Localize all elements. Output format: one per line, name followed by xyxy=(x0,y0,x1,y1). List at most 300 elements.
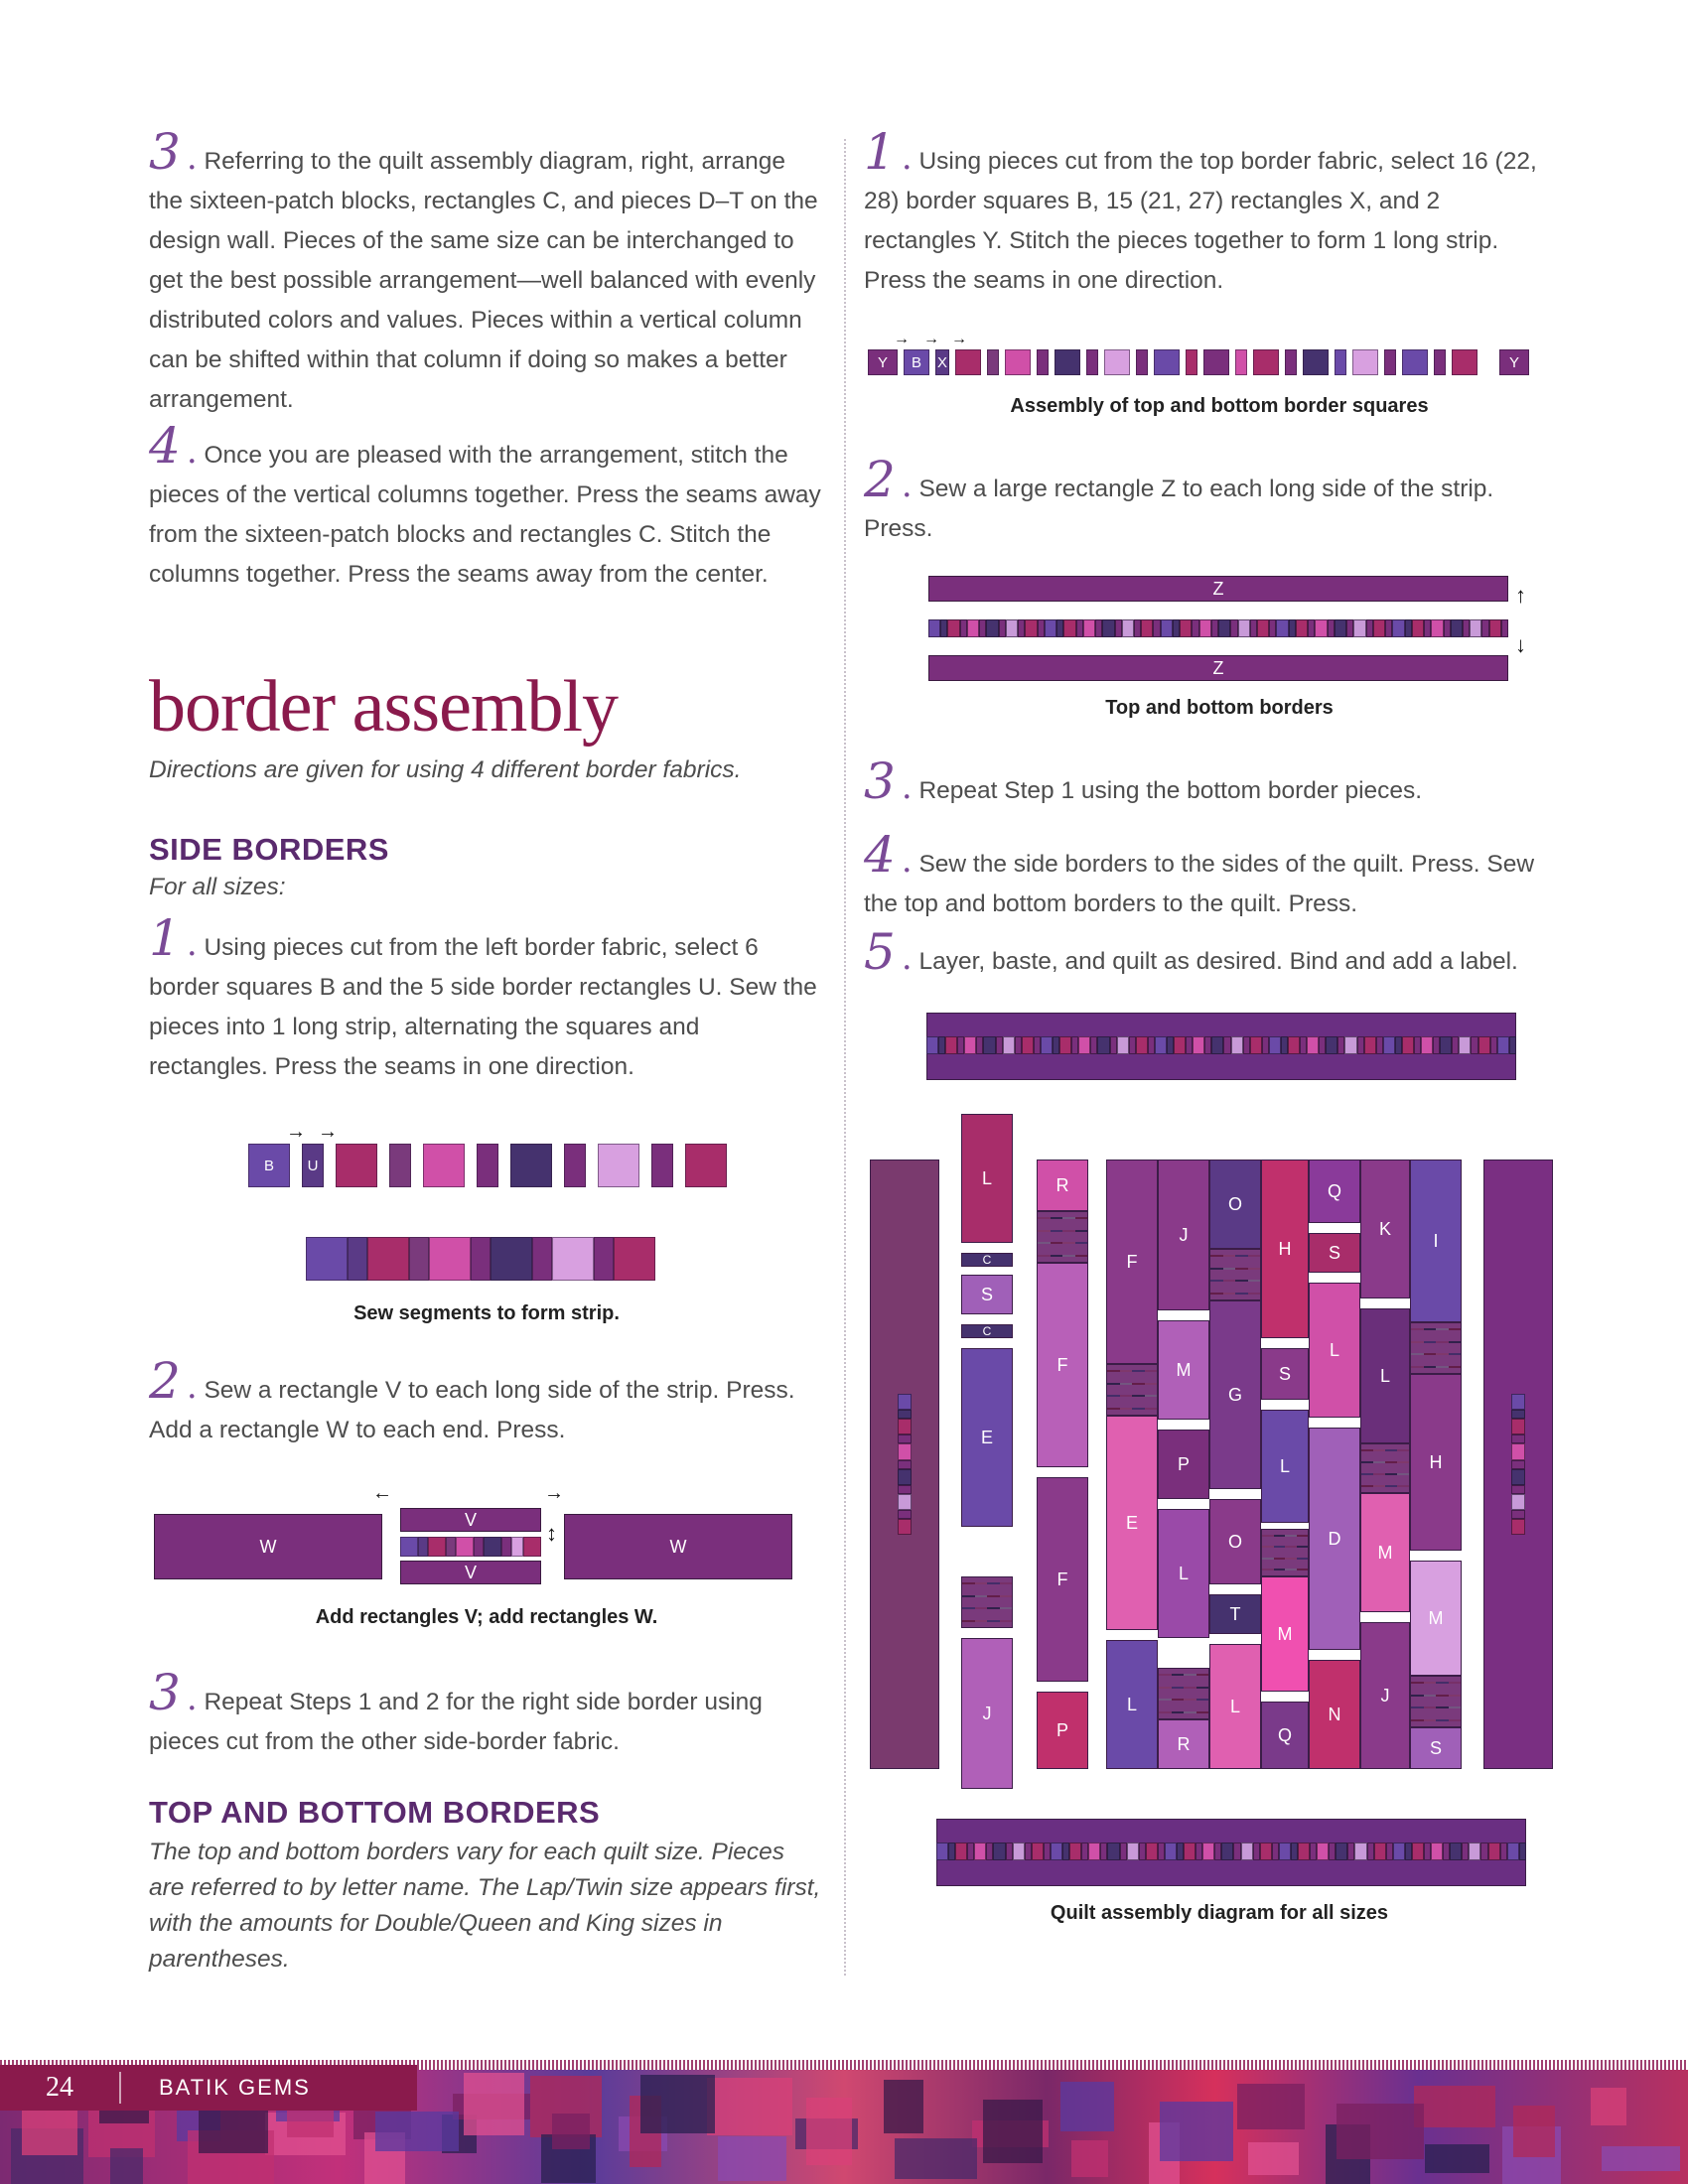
square-piece xyxy=(1005,349,1031,375)
square-piece xyxy=(1055,349,1080,375)
strip-segment xyxy=(1405,619,1412,637)
strip-segment xyxy=(986,1843,993,1860)
strip-segment xyxy=(1463,619,1470,637)
strip-segment xyxy=(1279,1843,1291,1860)
strip-segment xyxy=(1511,1469,1525,1485)
patch-square xyxy=(1436,1353,1449,1355)
piece-j: J xyxy=(1158,1160,1209,1310)
patch-square xyxy=(1051,1230,1063,1232)
patch-square xyxy=(1361,1449,1373,1451)
strip-segment xyxy=(1469,1843,1480,1860)
section-title: border assembly xyxy=(149,666,619,748)
pieced-strip xyxy=(400,1537,541,1557)
square-piece xyxy=(429,1237,471,1281)
rectangle-piece xyxy=(409,1237,429,1281)
rectangle-piece xyxy=(418,1537,428,1557)
patch-square xyxy=(1385,1485,1397,1487)
strip-segment xyxy=(898,1510,912,1519)
strip-segment xyxy=(1481,619,1488,637)
strip-segment xyxy=(1062,1843,1069,1860)
patch-square xyxy=(1449,1353,1462,1355)
pieced-strip xyxy=(928,619,1508,637)
patch-square xyxy=(1038,1255,1051,1257)
strip-segment xyxy=(1509,1036,1516,1054)
piece-f: F xyxy=(1037,1263,1088,1467)
strip-segment xyxy=(1199,619,1211,637)
piece-l: L xyxy=(1158,1509,1209,1638)
strip-segment xyxy=(1013,1843,1025,1860)
step-text: Sew a rectangle V to each long side of the strip. Press. Add a rectangle W to each end. Press. xyxy=(149,1377,795,1443)
patch-square xyxy=(1120,1395,1133,1397)
strip-segment xyxy=(1405,1843,1412,1860)
strip-segment xyxy=(955,1843,967,1860)
side-step-3-paragraph: 3 . Repeat Steps 1 and 2 for the right side border using pieces cut from the other side-border fabric. xyxy=(149,1664,763,1755)
patch-square xyxy=(1424,1695,1437,1697)
strip-segment xyxy=(1511,1460,1525,1469)
patch-square xyxy=(1411,1328,1424,1330)
strip-segment xyxy=(1174,1036,1186,1054)
piece-l: L xyxy=(1209,1644,1261,1769)
strip-segment xyxy=(1431,619,1443,637)
step-number: 1 xyxy=(864,123,896,181)
strip-segment xyxy=(1507,1843,1519,1860)
rectangle-piece xyxy=(477,1144,498,1187)
strip-segment xyxy=(1488,1843,1500,1860)
patch-square xyxy=(1274,1546,1286,1548)
patch-square xyxy=(1436,1341,1449,1343)
top-step-5-paragraph: 5 . Layer, baste, and quilt as desired. Bind and add a label. xyxy=(864,923,1518,981)
patch-square xyxy=(1062,1255,1075,1257)
batik-block xyxy=(1425,2144,1489,2173)
batik-block xyxy=(1160,2102,1233,2161)
arrow-right-icon: → xyxy=(951,331,967,347)
square-piece xyxy=(367,1237,409,1281)
strip-segment xyxy=(1490,1036,1497,1054)
square-piece xyxy=(523,1537,541,1557)
step-text: Sew the side borders to the sides of the quilt. Press. Sew the top and bottom borders to the quilt. Press. xyxy=(864,851,1535,917)
strip-segment xyxy=(1315,619,1327,637)
strip-segment xyxy=(1090,1036,1097,1054)
patch-square xyxy=(1184,1699,1196,1701)
strip-segment xyxy=(1100,1843,1107,1860)
strip-segment xyxy=(1025,619,1037,637)
piece-h: H xyxy=(1410,1374,1462,1551)
step-number: 2 xyxy=(864,451,896,508)
strip-segment xyxy=(898,1460,912,1469)
rectangle-u: U xyxy=(302,1144,324,1187)
patch-square xyxy=(1145,1383,1158,1385)
strip-segment xyxy=(1364,1036,1376,1054)
strip-segment xyxy=(1045,619,1056,637)
rectangle-piece xyxy=(348,1237,367,1281)
patch-square xyxy=(1210,1255,1223,1257)
patch-square xyxy=(1184,1711,1196,1713)
square-piece xyxy=(685,1144,727,1187)
strip-segment xyxy=(1231,1036,1243,1054)
square-piece xyxy=(1104,349,1130,375)
strip-segment xyxy=(1424,619,1431,637)
column-divider xyxy=(844,139,846,1976)
step-text: Repeat Step 1 using the bottom border pieces. xyxy=(918,777,1423,804)
step-number: 4 xyxy=(864,826,896,884)
figure-caption: Quilt assembly diagram for all sizes xyxy=(1050,1902,1389,1924)
patch-square xyxy=(1159,1674,1172,1676)
patch-square xyxy=(1000,1607,1013,1609)
rectangle-y: Y xyxy=(868,349,898,375)
strip-segment xyxy=(1241,1843,1253,1860)
patch-square xyxy=(987,1595,1000,1597)
strip-segment xyxy=(1253,1843,1260,1860)
piece-l: L xyxy=(1106,1640,1158,1769)
strip-segment xyxy=(1044,1843,1051,1860)
strip-segment xyxy=(1120,1843,1127,1860)
patch-square xyxy=(1274,1558,1286,1560)
top-bottom-text: The top and bottom borders vary for each quilt size. Pieces are referred to by letter name. The Lap/Twin size appears first, with the amounts for Double/Queen and King sizes in parentheses. xyxy=(149,1839,821,1973)
piece-f: F xyxy=(1037,1477,1088,1682)
strip-segment xyxy=(928,619,940,637)
rectangle-piece xyxy=(1335,349,1346,375)
patch-square xyxy=(1385,1461,1397,1463)
patch-square xyxy=(1038,1242,1051,1244)
patch-square xyxy=(1159,1687,1172,1689)
figure-caption: Assembly of top and bottom border squares xyxy=(1010,395,1429,417)
segment-row xyxy=(248,1144,727,1187)
strip-segment xyxy=(1211,619,1218,637)
square-b: B xyxy=(248,1144,290,1187)
strip-segment xyxy=(898,1494,912,1510)
square-piece xyxy=(428,1537,446,1557)
patch-square xyxy=(962,1620,975,1622)
strip-segment xyxy=(1354,1843,1366,1860)
piece-g: G xyxy=(1209,1300,1261,1489)
strip-segment xyxy=(1336,1843,1347,1860)
piece-m: M xyxy=(1261,1576,1309,1692)
rectangle-piece xyxy=(471,1237,491,1281)
side-step-2-paragraph: 2 . Sew a rectangle V to each long side of the strip. Press. Add a rectangle W to each end. Press. xyxy=(149,1352,795,1443)
patch-square xyxy=(1274,1535,1286,1537)
piece-m: M xyxy=(1158,1320,1209,1420)
top-bottom-heading: TOP AND BOTTOM BORDERS xyxy=(149,1795,601,1830)
strip-segment xyxy=(1478,1036,1490,1054)
patch-square xyxy=(962,1582,975,1584)
patch-square xyxy=(1132,1408,1145,1410)
strip-segment xyxy=(1431,1843,1443,1860)
strip-segment xyxy=(1497,1036,1509,1054)
piece-l: L xyxy=(1309,1283,1360,1418)
patch-square xyxy=(975,1595,988,1597)
patch-square xyxy=(1436,1682,1449,1684)
rectangle-w-left: W xyxy=(154,1514,382,1579)
strip-segment xyxy=(1167,1036,1174,1054)
strip-segment xyxy=(1260,1843,1272,1860)
strip-segment xyxy=(1243,1036,1250,1054)
right-side-strip xyxy=(1511,1394,1525,1535)
strip-segment xyxy=(1511,1510,1525,1519)
patch-square xyxy=(1223,1280,1236,1282)
strip-segment xyxy=(1051,1843,1062,1860)
strip-segment xyxy=(1038,619,1045,637)
sixteen-patch-block xyxy=(1209,1249,1261,1300)
batik-block xyxy=(718,2136,786,2181)
batik-block xyxy=(707,2078,792,2135)
strip-segment xyxy=(926,1036,938,1054)
patch-square xyxy=(1449,1706,1462,1708)
piece-l: L xyxy=(1360,1308,1410,1443)
figure-caption: Top and bottom borders xyxy=(1105,697,1334,719)
strip-segment xyxy=(1373,619,1385,637)
strip-segment xyxy=(1347,1843,1354,1860)
step-text: Repeat Steps 1 and 2 for the right side border using pieces cut from the other side-border fabric. xyxy=(149,1689,763,1755)
piece-h: H xyxy=(1261,1160,1309,1338)
square-piece xyxy=(400,1537,418,1557)
arrow-up-icon: ↑ xyxy=(1515,583,1526,608)
strip-segment xyxy=(1115,619,1122,637)
piece-s: S xyxy=(961,1275,1013,1314)
strip-segment xyxy=(1018,619,1025,637)
strip-segment xyxy=(1063,619,1075,637)
patch-square xyxy=(1051,1255,1063,1257)
patch-square xyxy=(1235,1255,1248,1257)
strip-segment xyxy=(1357,1036,1364,1054)
piece-s: S xyxy=(1410,1727,1462,1769)
patch-square xyxy=(1297,1535,1309,1537)
strip-segment xyxy=(1511,1494,1525,1510)
strip-segment xyxy=(1511,1519,1525,1535)
patch-square xyxy=(1373,1449,1385,1451)
patch-square xyxy=(1223,1293,1236,1295)
patch-square xyxy=(1235,1280,1248,1282)
rectangle-piece xyxy=(594,1237,614,1281)
strip-segment xyxy=(993,1843,1005,1860)
strip-segment xyxy=(1076,619,1083,637)
arrow-right-icon: → xyxy=(923,331,939,347)
rectangle-piece xyxy=(474,1537,484,1557)
batik-block xyxy=(1414,2086,1495,2127)
patch-square xyxy=(1196,1699,1209,1701)
batik-block xyxy=(1513,2106,1555,2157)
strip-segment xyxy=(1148,1036,1155,1054)
strip-segment xyxy=(1269,1036,1281,1054)
strip-segment xyxy=(1310,1843,1317,1860)
patch-square xyxy=(1436,1366,1449,1368)
square-piece xyxy=(1303,349,1329,375)
top-step-1-paragraph: 1 . Using pieces cut from the top border fabric, select 16 (22, 28) border squares B, 15 (21, 27) rectangles X, and 2 rectangles Y. Stitch the pieces together to form 1 long strip. Press the seams in one direction. xyxy=(864,123,1537,294)
strip-segment xyxy=(1319,1036,1326,1054)
arrow-right-icon: → xyxy=(544,1482,564,1504)
patch-square xyxy=(1145,1408,1158,1410)
strip-segment xyxy=(1192,619,1198,637)
square-piece xyxy=(491,1237,532,1281)
strip-segment xyxy=(1158,1843,1165,1860)
strip-segment xyxy=(1329,1843,1336,1860)
strip-segment xyxy=(1376,1036,1383,1054)
strip-segment xyxy=(1202,1843,1214,1860)
piece-o: O xyxy=(1209,1499,1261,1584)
strip-segment xyxy=(1353,619,1365,637)
patch-square xyxy=(1196,1711,1209,1713)
strip-segment xyxy=(1218,619,1230,637)
patch-square xyxy=(1411,1682,1424,1684)
strip-segment xyxy=(1443,1843,1450,1860)
patch-square xyxy=(1285,1569,1297,1570)
strip-segment xyxy=(1450,1843,1462,1860)
square-piece xyxy=(510,1144,552,1187)
patch-square xyxy=(1062,1217,1075,1219)
rectangle-piece xyxy=(1086,349,1098,375)
strip-segment xyxy=(1107,1843,1119,1860)
strip-segment xyxy=(947,619,959,637)
strip-segment xyxy=(999,619,1006,637)
patch-square xyxy=(1000,1582,1013,1584)
piece-t: T xyxy=(1209,1594,1261,1634)
strip-segment xyxy=(1134,619,1141,637)
patch-square xyxy=(1274,1569,1286,1570)
strip-segment xyxy=(976,1036,983,1054)
batik-block xyxy=(1071,2140,1108,2177)
strip-segment xyxy=(967,619,979,637)
strip-segment xyxy=(1146,1843,1158,1860)
strip-segment xyxy=(1462,1843,1469,1860)
patch-square xyxy=(1210,1280,1223,1282)
strip-segment xyxy=(1511,1419,1525,1434)
step-number: 2 xyxy=(149,1352,181,1410)
patch-square xyxy=(1361,1473,1373,1475)
strip-segment xyxy=(1041,1036,1053,1054)
strip-segment xyxy=(1308,619,1315,637)
strip-segment xyxy=(1211,1036,1223,1054)
strip-segment xyxy=(1097,1036,1109,1054)
strip-segment xyxy=(1173,619,1180,637)
piece-e: E xyxy=(1106,1416,1158,1630)
strip-segment xyxy=(1238,619,1250,637)
rectangle-piece xyxy=(651,1144,673,1187)
patch-square xyxy=(1107,1395,1120,1397)
patch-square xyxy=(1424,1706,1437,1708)
patch-square xyxy=(1262,1558,1274,1560)
rectangle-piece xyxy=(389,1144,411,1187)
rectangle-piece xyxy=(532,1237,552,1281)
batik-block xyxy=(983,2100,1043,2163)
piece-o: O xyxy=(1209,1160,1261,1249)
piece-c: C xyxy=(961,1253,1013,1267)
patch-square xyxy=(1172,1687,1185,1689)
strip-segment xyxy=(1402,1036,1414,1054)
strip-segment xyxy=(1440,1036,1452,1054)
strip-segment xyxy=(1102,619,1114,637)
square-piece xyxy=(456,1537,474,1557)
square-piece xyxy=(306,1237,348,1281)
strip-segment xyxy=(1122,619,1134,637)
batik-block xyxy=(1591,2088,1626,2125)
top-step-4-paragraph: 4 . Sew the side borders to the sides of the quilt. Press. Sew the top and bottom borders to the quilt. Press. xyxy=(864,826,1535,917)
step-number: 4 xyxy=(149,417,181,475)
square-piece xyxy=(1154,349,1180,375)
strip-segment xyxy=(1053,1036,1059,1054)
square-piece xyxy=(1352,349,1378,375)
patch-square xyxy=(1436,1706,1449,1708)
patch-square xyxy=(1172,1674,1185,1676)
top-step-3-paragraph: 3 . Repeat Step 1 using the bottom border pieces. xyxy=(864,752,1423,810)
patch-square xyxy=(1436,1695,1449,1697)
strip-segment xyxy=(1300,1036,1307,1054)
strip-segment xyxy=(1444,619,1451,637)
batik-block xyxy=(806,2098,852,2165)
strip-segment xyxy=(1386,1843,1393,1860)
patch-square xyxy=(1297,1546,1309,1548)
strip-segment xyxy=(1025,1843,1032,1860)
strip-segment xyxy=(1117,1036,1129,1054)
patch-square xyxy=(1051,1242,1063,1244)
patch-square xyxy=(1075,1242,1088,1244)
strip-segment xyxy=(1289,619,1296,637)
square-piece xyxy=(1402,349,1428,375)
strip-segment xyxy=(940,619,947,637)
step-number: 3 xyxy=(149,123,181,181)
rectangle-y: Y xyxy=(1499,349,1529,375)
strip-segment xyxy=(1083,619,1095,637)
piece-k: K xyxy=(1360,1160,1410,1298)
strip-segment xyxy=(1214,1843,1221,1860)
strip-segment xyxy=(1412,619,1424,637)
strip-segment xyxy=(898,1485,912,1494)
strip-segment xyxy=(898,1394,912,1410)
rectangle-z-bottom: Z xyxy=(928,655,1508,681)
strip-segment xyxy=(1204,1036,1211,1054)
batik-block xyxy=(199,2110,268,2153)
strip-segment xyxy=(1022,1036,1034,1054)
strip-segment xyxy=(1127,1843,1139,1860)
piece-m: M xyxy=(1410,1561,1462,1676)
patch-square xyxy=(1159,1699,1172,1701)
patch-square xyxy=(1262,1546,1274,1548)
piece-f: F xyxy=(1106,1160,1158,1364)
patch-square xyxy=(1449,1366,1462,1368)
patch-square xyxy=(1038,1217,1051,1219)
patch-square xyxy=(1132,1370,1145,1372)
patch-square xyxy=(1424,1353,1437,1355)
strip-segment xyxy=(979,619,986,637)
strip-segment xyxy=(898,1419,912,1434)
patch-square xyxy=(1075,1217,1088,1219)
piece-j: J xyxy=(1360,1622,1410,1769)
strip-segment xyxy=(1511,1410,1525,1419)
strip-segment xyxy=(1129,1036,1136,1054)
piece-c: C xyxy=(961,1324,1013,1338)
side-borders-heading: SIDE BORDERS xyxy=(149,832,389,867)
side-borders-subtitle: For all sizes: xyxy=(149,874,286,900)
patch-square xyxy=(1159,1711,1172,1713)
patch-square xyxy=(1210,1268,1223,1270)
patch-square xyxy=(1248,1255,1261,1257)
patch-square xyxy=(1373,1473,1385,1475)
patch-square xyxy=(1172,1711,1185,1713)
strip-segment xyxy=(1006,1843,1013,1860)
strip-segment xyxy=(1471,1036,1477,1054)
batik-block xyxy=(464,2073,524,2135)
batik-block xyxy=(1248,2142,1299,2175)
strip-segment xyxy=(1262,1036,1269,1054)
square-b: B xyxy=(904,349,929,375)
strip-segment xyxy=(1071,1036,1078,1054)
rectangle-piece xyxy=(1186,349,1197,375)
arrow-right-icon: → xyxy=(286,1121,306,1143)
piece-p: P xyxy=(1158,1430,1209,1499)
square-piece xyxy=(423,1144,465,1187)
patch-square xyxy=(1285,1546,1297,1548)
batik-block xyxy=(552,2114,590,2149)
top-squares-row xyxy=(868,349,1529,375)
patch-square xyxy=(1373,1461,1385,1463)
